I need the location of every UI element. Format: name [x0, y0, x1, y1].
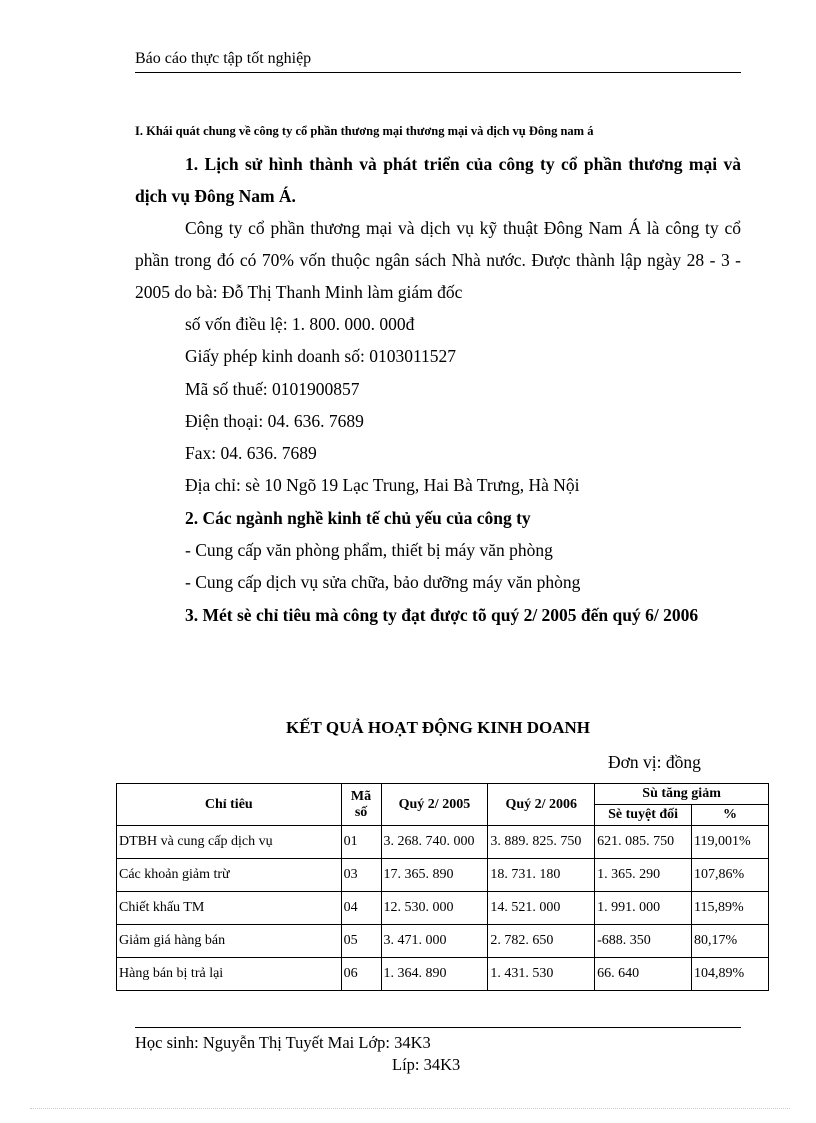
cell-indicator: Các khoản giảm trừ	[117, 859, 342, 892]
detail-phone: Điện thoại: 04. 636. 7689	[185, 410, 364, 431]
cell-percent: 80,17%	[691, 925, 768, 958]
cell-absolute: 66. 640	[595, 958, 692, 991]
detail-capital: số vốn điều lệ: 1. 800. 000. 000đ	[185, 314, 415, 334]
table-row	[117, 859, 769, 892]
table-row	[117, 826, 769, 859]
history-heading: 1. Lịch sử hình thành và phát triển của công ty cổ phần thương mại và dịch vụ Đông Nam Á.	[135, 154, 741, 206]
header-divider	[135, 72, 741, 73]
cell-q2-2005: 3. 471. 000	[381, 925, 488, 958]
company-intro: Công ty cổ phần thương mại và dịch vụ kỹ thuật Đông Nam Á là công ty cổ phần trong đó có 70% vốn thuộc ngân sách Nhà nước. Được thành lập ngày 28 - 3 - 2005 do bà: Đỗ Thị Thanh Minh làm giám đốc	[135, 218, 741, 302]
cell-indicator: Chiết khấu TM	[117, 892, 342, 925]
main-content	[135, 120, 741, 631]
page-bottom-divider	[30, 1108, 790, 1109]
detail-address: Địa chỉ: sè 10 Ngõ 19 Lạc Trung, Hai Bà Trưng, Hà Nội	[185, 475, 580, 496]
cell-percent: 107,86%	[691, 859, 768, 892]
table-unit: Đơn vị: đồng	[608, 752, 701, 772]
cell-indicator: Giảm giá hàng bán	[117, 925, 342, 958]
detail-tax-code: Mã số thuế: 0101900857	[185, 378, 360, 399]
business-item: - Cung cấp văn phòng phẩm, thiết bị máy văn phòng	[185, 540, 553, 561]
cell-absolute: 1. 365. 290	[595, 859, 692, 892]
detail-license: Giấy phép kinh doanh số: 0103011527	[185, 346, 457, 367]
business-heading: 2. Các ngành nghề kinh tế chủ yếu của công ty	[185, 507, 531, 528]
cell-q2-2006: 2. 782. 650	[488, 925, 595, 958]
header-absolute: Sè tuyệt đối	[595, 805, 692, 826]
table-title: KẾT QUẢ HOẠT ĐỘNG KINH DOANH	[286, 718, 590, 737]
cell-q2-2005: 3. 268. 740. 000	[381, 826, 488, 859]
header-indicator: Chỉ tiêu	[117, 784, 342, 826]
cell-code: 03	[341, 859, 381, 892]
cell-q2-2005: 12. 530. 000	[381, 892, 488, 925]
footer-divider	[135, 1027, 741, 1028]
cell-percent: 104,89%	[691, 958, 768, 991]
business-item: - Cung cấp dịch vụ sửa chữa, bảo dưỡng máy văn phòng	[185, 572, 581, 593]
cell-percent: 115,89%	[691, 892, 768, 925]
cell-indicator: DTBH và cung cấp dịch vụ	[117, 826, 342, 859]
cell-code: 05	[341, 925, 381, 958]
cell-code: 01	[341, 826, 381, 859]
table-header-row	[117, 784, 769, 805]
header-change: Sù tăng giảm	[595, 784, 769, 805]
cell-q2-2005: 1. 364. 890	[381, 958, 488, 991]
cell-q2-2006: 1. 431. 530	[488, 958, 595, 991]
header-title: Báo cáo thực tập tốt nghiệp	[135, 50, 312, 67]
footer-class: Líp: 34K3	[392, 1055, 461, 1074]
cell-q2-2005: 17. 365. 890	[381, 859, 488, 892]
table-row	[117, 925, 769, 958]
cell-code: 04	[341, 892, 381, 925]
section-heading: I. Khái quát chung về công ty cổ phần thương mại thương mại và dịch vụ Đông nam á	[135, 124, 594, 138]
table-row	[117, 892, 769, 925]
cell-q2-2006: 14. 521. 000	[488, 892, 595, 925]
header-code: Mã số	[341, 784, 381, 826]
cell-absolute: 621. 085. 750	[595, 826, 692, 859]
cell-q2-2006: 3. 889. 825. 750	[488, 826, 595, 859]
table-row	[117, 958, 769, 991]
header-percent: %	[691, 805, 768, 826]
cell-q2-2006: 18. 731. 180	[488, 859, 595, 892]
header-q2-2005: Quý 2/ 2005	[381, 784, 488, 826]
indicators-heading: 3. Mét sè chỉ tiêu mà công ty đạt được tõ quý 2/ 2005 đến quý 6/ 2006	[185, 604, 699, 625]
cell-absolute: -688. 350	[595, 925, 692, 958]
footer-student: Học sinh: Nguyễn Thị Tuyết Mai Lớp: 34K3	[135, 1033, 431, 1052]
cell-percent: 119,001%	[691, 826, 768, 859]
cell-indicator: Hàng bán bị trả lại	[117, 958, 342, 991]
cell-absolute: 1. 991. 000	[595, 892, 692, 925]
detail-fax: Fax: 04. 636. 7689	[185, 443, 317, 464]
cell-code: 06	[341, 958, 381, 991]
header-q2-2006: Quý 2/ 2006	[488, 784, 595, 826]
business-results-table	[116, 783, 769, 991]
